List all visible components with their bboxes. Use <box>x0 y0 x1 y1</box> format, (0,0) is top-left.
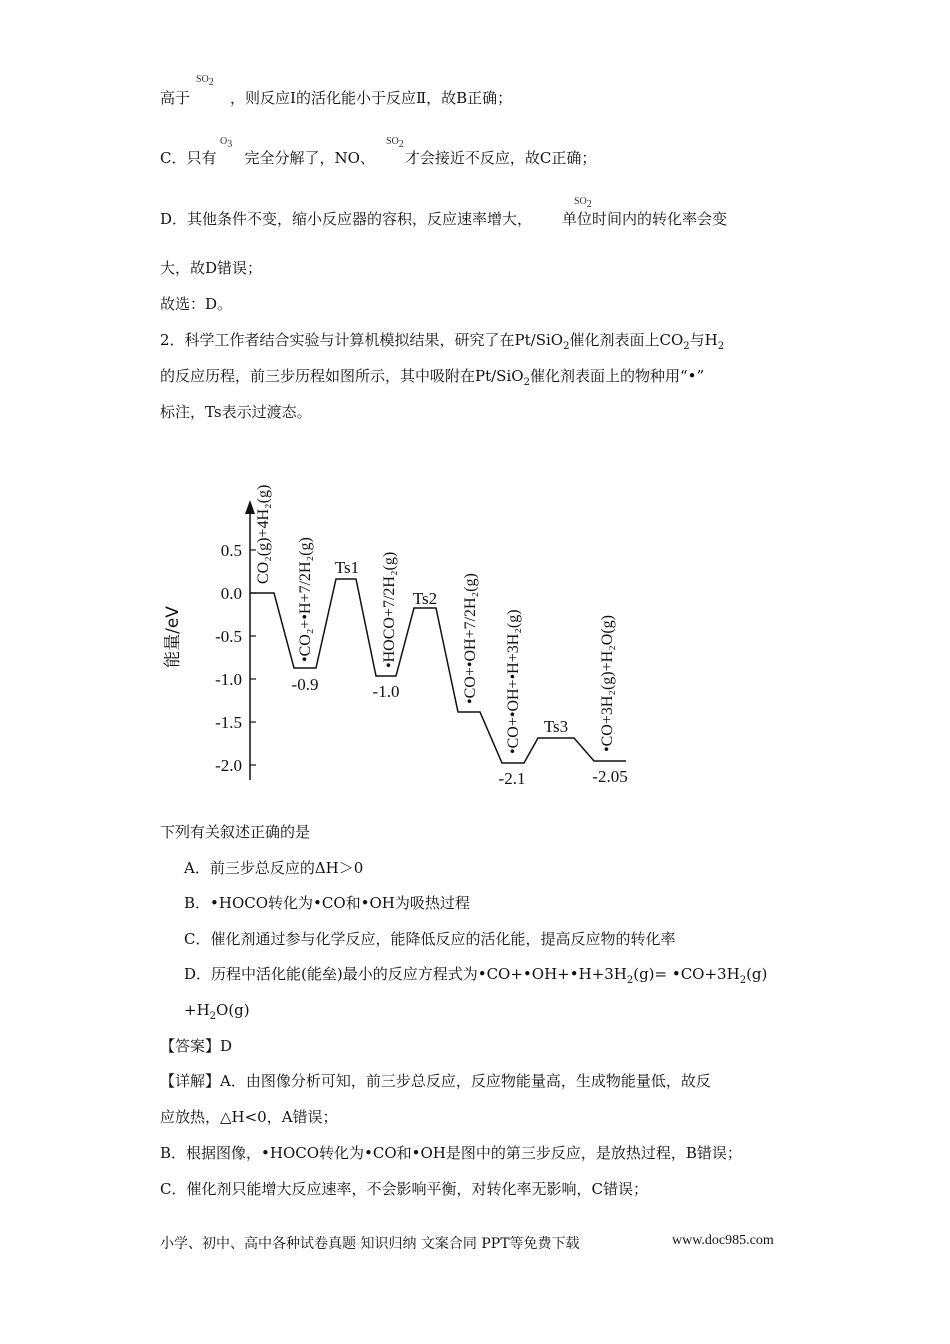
ytick-label: -0.5 <box>215 627 242 646</box>
question-stem-1: 2．科学工作者结合实验与计算机模拟结果，研究了在Pt/SiO$_2$催化剂表面上$CO_2$与$H_2$ <box>160 331 725 352</box>
species-label-6: •CO+•OH+•H+3H₂(g) <box>505 609 522 754</box>
footer-url[interactable]: www.doc985.com <box>672 1233 774 1248</box>
prev-select: 故选：D。 <box>160 295 233 313</box>
level-value-6: -2.1 <box>498 769 526 788</box>
level-value-3: -1.0 <box>372 682 400 701</box>
ytick-label: 0.0 <box>220 584 242 603</box>
so2-formula: $SO_2$ <box>196 74 214 88</box>
ytick-label: 0.5 <box>220 541 242 560</box>
question-stem-2: 的反应历程，前三步历程如图所示，其中吸附在Pt/SiO$_2$催化剂表面上的物种用“•” <box>160 367 705 388</box>
species-label-8: •CO+3H₂(g)+H₂O(g) <box>599 614 616 752</box>
answer-detail-1: 【详解】A．由图像分析可知，前三步总反应，反应物能量高，生成物能量低，故反 <box>160 1072 711 1090</box>
ytick-label: -2.0 <box>215 756 242 775</box>
answer-label: 【答案】D <box>160 1037 233 1055</box>
ts2-label: Ts2 <box>412 589 438 608</box>
prev-line-b: 高于 ，则反应Ⅰ的活化能小于反应Ⅱ，故B正确； <box>160 89 513 107</box>
option-b: B．•HOCO转化为•CO和•OH为吸热过程 <box>184 894 470 912</box>
question-prompt: 下列有关叙述正确的是 <box>160 823 311 841</box>
energy-profile-diagram <box>150 432 650 792</box>
answer-detail-3: B．根据图像，•HOCO转化为•CO和•OH是图中的第三步反应，是放热过程，B错误； <box>160 1144 742 1162</box>
footer-text: 小学、初中、高中各种试卷真题 知识归纳 文案合同 PPT等免费下载 <box>160 1236 580 1252</box>
question-stem-3: 标注，Ts表示过渡态。 <box>160 403 312 421</box>
species-label-3: •HOCO+7/2H₂(g) <box>381 551 398 668</box>
species-label-0: CO₂(g)+4H₂(g) <box>255 484 272 584</box>
option-a: A．前三步总反应的ΔH＞0 <box>184 859 364 877</box>
y-axis-arrow <box>245 500 255 514</box>
so2-formula: $SO_2$ <box>574 196 592 210</box>
answer-detail-2: 应放热，△H<0，A错误； <box>160 1108 338 1126</box>
option-d-cont: $+H_2O(g)$ <box>184 1001 250 1022</box>
ytick-label: -1.5 <box>215 713 242 732</box>
level-value-8: -2.05 <box>592 767 628 786</box>
species-label-5: •CO+•OH+7/2H₂(g) <box>462 573 479 704</box>
option-d: D．历程中活化能(能垒)最小的反应方程式为$•CO+•OH+•H+3H_2(g)=$ $•CO+3H_2(g)$ <box>184 965 768 986</box>
y-axis-label: 能量/eV <box>163 606 183 668</box>
o3-formula: $O_3$ <box>220 136 233 150</box>
ytick-label: -1.0 <box>215 670 242 689</box>
level-value-1: -0.9 <box>291 675 319 694</box>
answer-detail-4: C．催化剂只能增大反应速率，不会影响平衡，对转化率无影响，C错误； <box>160 1180 648 1198</box>
prev-line-d: D．其他条件不变，缩小反应器的容积，反应速率增大， 单位时间内的转化率会变 <box>160 210 728 228</box>
ts3-label: Ts3 <box>543 717 569 736</box>
option-c: C．催化剂通过参与化学反应，能降低反应的活化能，提高反应物的转化率 <box>184 930 676 948</box>
ts1-label: Ts1 <box>334 558 360 577</box>
species-label-1: •CO₂+•H+7/2H₂(g) <box>297 537 314 662</box>
prev-line-d2: 大，故D错误； <box>160 259 263 277</box>
prev-line-c: C．只有 完全分解了，NO、 才会接近不反应，故C正确； <box>160 149 597 167</box>
so2-formula: $SO_2$ <box>386 136 404 150</box>
